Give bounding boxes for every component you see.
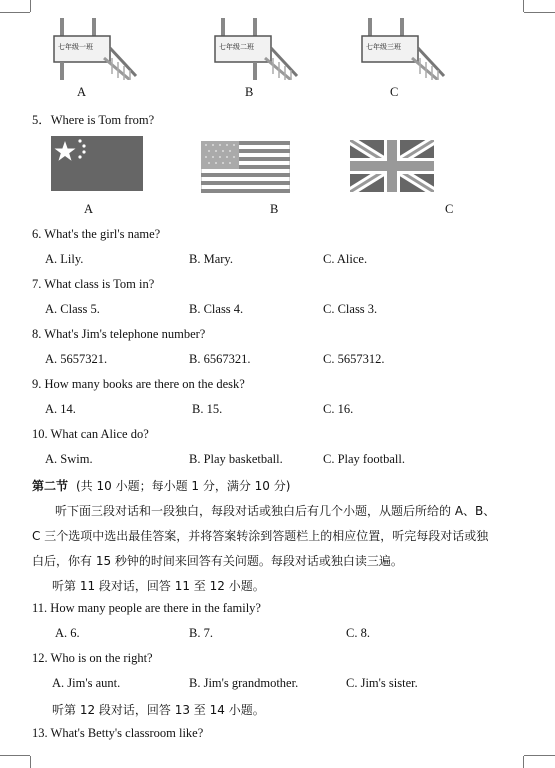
classroom-sign-image-c xyxy=(360,18,446,80)
question-8: 8. What's Jim's telephone number? xyxy=(32,327,206,341)
option-label-c: C xyxy=(445,202,454,216)
china-flag-image xyxy=(51,136,143,191)
option-label-c: C xyxy=(390,85,399,99)
option-b: B. Play basketball. xyxy=(189,452,283,466)
crop-mark xyxy=(0,755,30,756)
option-b: B. Class 4. xyxy=(189,302,244,316)
option-a: A. Jim's aunt. xyxy=(52,676,121,690)
section-heading: 第二节 xyxy=(32,479,69,493)
option-c: C. 5657312. xyxy=(323,352,385,366)
option-label-a: A xyxy=(84,202,94,216)
option-c: C. Alice. xyxy=(323,252,368,266)
option-c: C. 8. xyxy=(346,626,370,640)
option-a: A. Lily. xyxy=(45,252,84,266)
crop-mark xyxy=(524,12,555,13)
option-c: C. 16. xyxy=(323,402,354,416)
classroom-sign-image-a xyxy=(52,18,138,80)
sign-text: 七年级二班 xyxy=(219,43,254,51)
option-label-a: A xyxy=(77,85,87,99)
section-note: (共 10 小题；每小题 1 分，满分 10 分) xyxy=(76,479,291,493)
crop-mark xyxy=(523,0,524,12)
crop-mark xyxy=(30,756,31,768)
option-c: C. Jim's sister. xyxy=(346,676,418,690)
question-10: 10. What can Alice do? xyxy=(32,427,149,441)
question-5: 5．Where is Tom from? xyxy=(32,113,155,127)
usa-flag-image xyxy=(201,141,290,193)
option-b: B. Jim's grandmother. xyxy=(189,676,299,690)
sign-text: 七年级一班 xyxy=(58,43,93,51)
question-9: 9. How many books are there on the desk? xyxy=(32,377,245,391)
dialog-instruction-2: 听第 12 段对话，回答 13 至 14 小题。 xyxy=(52,703,265,717)
crop-mark xyxy=(523,756,524,768)
option-a: A. 6. xyxy=(55,626,80,640)
option-b: B. 7. xyxy=(189,626,213,640)
instructions-line-3: 白后，你有 15 秒钟的时间来回答有关问题。每段对话或独白读三遍。 xyxy=(32,554,403,568)
option-c: C. Class 3. xyxy=(323,302,378,316)
dialog-instruction-1: 听第 11 段对话，回答 11 至 12 小题。 xyxy=(52,579,265,593)
question-13: 13. What's Betty's classroom like? xyxy=(32,726,204,740)
option-label-b: B xyxy=(270,202,279,216)
classroom-sign-image-b xyxy=(213,18,299,80)
option-b: B. 15. xyxy=(192,402,223,416)
question-12: 12. Who is on the right? xyxy=(32,651,153,665)
instructions-line-2: C 三个选项中选出最佳答案，并将答案转涂到答题栏上的相应位置，听完每段对话或独 xyxy=(32,529,489,543)
question-11: 11. How many people are there in the family? xyxy=(32,601,261,615)
option-b: B. 6567321. xyxy=(189,352,251,366)
option-b: B. Mary. xyxy=(189,252,233,266)
option-a: A. Class 5. xyxy=(45,302,100,316)
instructions-line-1: 听下面三段对话和一段独白，每段对话或独白后有几个小题，从题后所给的 A、B、 xyxy=(55,504,496,518)
crop-mark xyxy=(524,755,555,756)
question-7: 7. What class is Tom in? xyxy=(32,277,155,291)
option-c: C. Play football. xyxy=(323,452,405,466)
sign-text: 七年级三班 xyxy=(366,43,401,51)
question-6: 6. What's the girl's name? xyxy=(32,227,161,241)
option-a: A. Swim. xyxy=(45,452,93,466)
option-a: A. 14. xyxy=(45,402,76,416)
crop-mark xyxy=(30,0,31,12)
option-label-b: B xyxy=(245,85,254,99)
crop-mark xyxy=(0,12,30,13)
option-a: A. 5657321. xyxy=(45,352,108,366)
uk-flag-image xyxy=(350,140,434,192)
